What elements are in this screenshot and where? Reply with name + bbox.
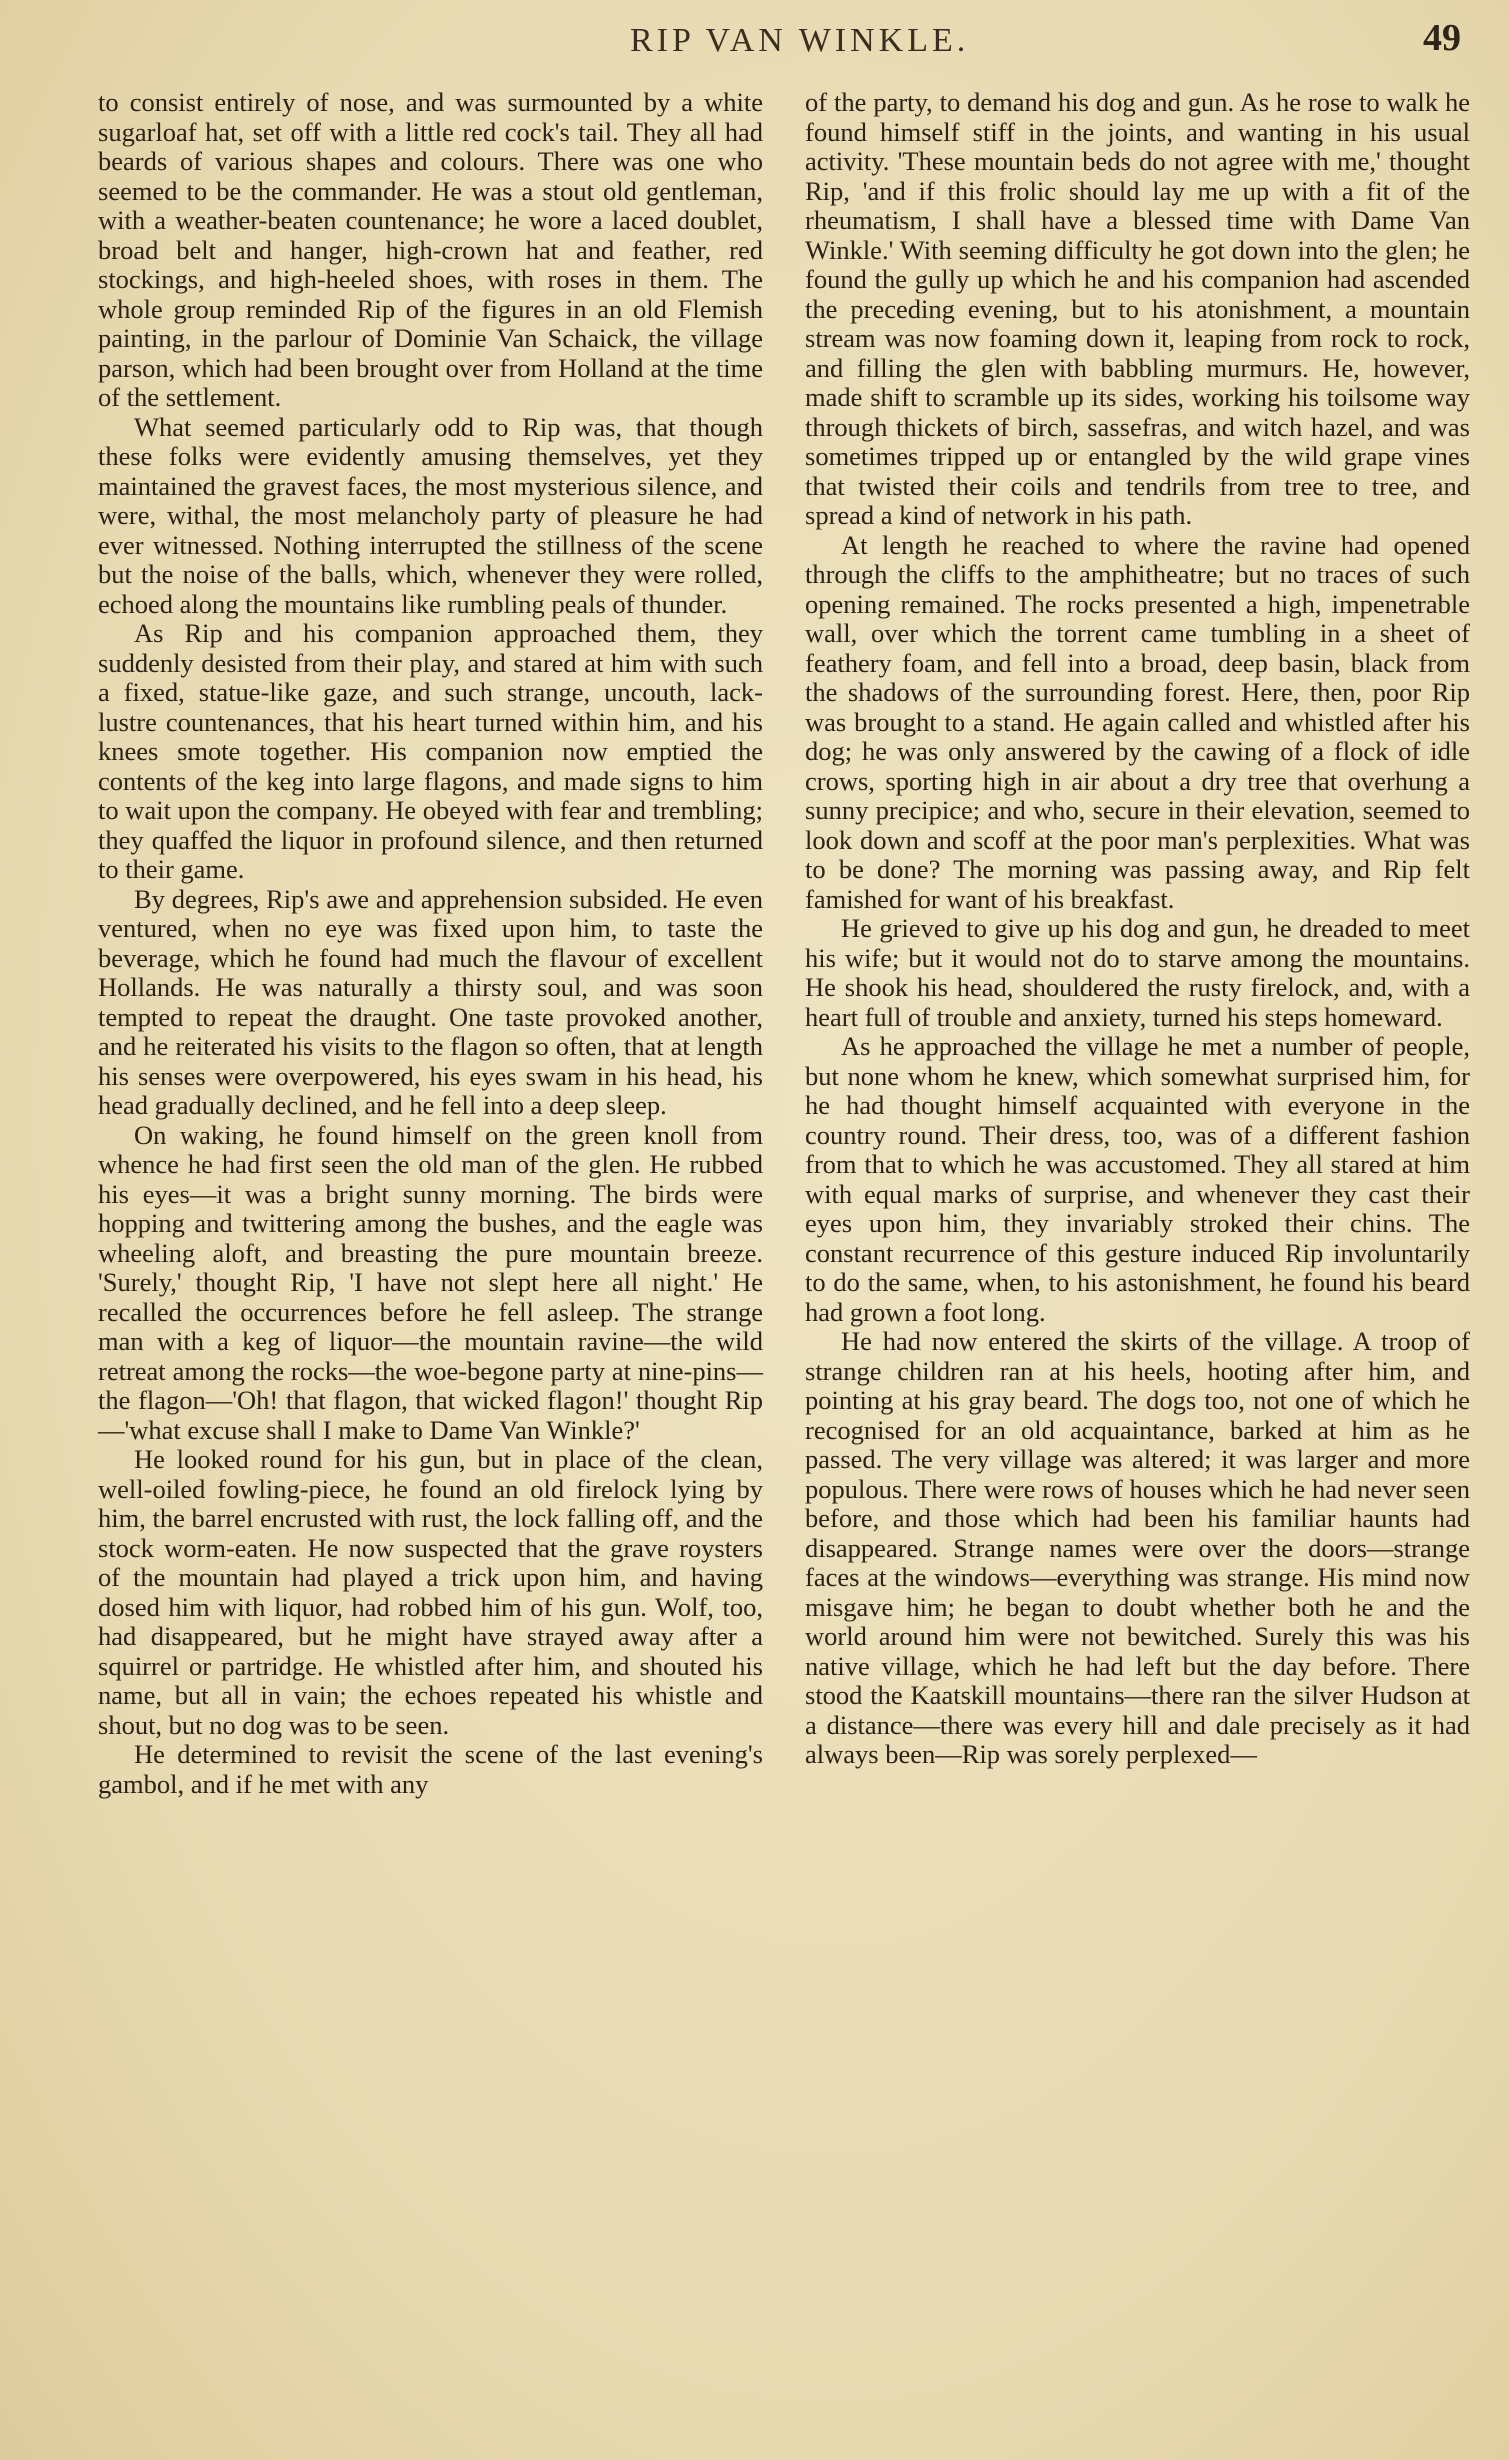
paragraph: What seemed particularly odd to Rip was, that though these folks were evidently amusing themselves, yet they maintained the gravest faces, the most mysterious silence, and were, withal, the most melancholy party of pleasure he had ever witnessed. Nothing interrupted the stillness of the scene but the noise of the balls, which, whenever they were rolled, echoed along the mountains like rumbling peals of thunder. [98, 411, 763, 619]
paragraph: At length he reached to where the ravine had opened through the cliffs to the amphitheatre; but no traces of such opening remained. The rocks presented a high, impenetrable wall, over which the torrent came tumbling in a sheet of feathery foam, and fell into a broad, deep basin, black from the shadows of the surrounding forest. Here, then, poor Rip was brought to a stand. He again called and whistled after his dog; he was only answered by the cawing of a flock of idle crows, sporting high in air about a dry tree that overhung a sunny precipice; and who, secure in their elevation, seemed to look down and scoff at the poor man's perplexities. What was to be done? The morning was passing away, and Rip felt famished for want of his breakfast. [805, 529, 1470, 914]
paragraph: On waking, he found himself on the green knoll from whence he had first seen the old man of the glen. He rubbed his eyes—it was a bright sunny morning. The birds were hopping and twittering among the bushes, and the eagle was wheeling aloft, and breasting the pure mountain breeze. 'Surely,' thought Rip, 'I have not slept here all night.' He recalled the occurrences before he fell asleep. The strange man with a keg of liquor—the mountain ravine—the wild retreat among the rocks—the woe-begone party at nine-pins—the flagon—'Oh! that flagon, that wicked flagon!' thought Rip—'what excuse shall I make to Dame Van Winkle?' [98, 1119, 763, 1445]
right-column [805, 88, 1470, 1770]
paragraph: to consist entirely of nose, and was surmounted by a white sugarloaf hat, set off with a little red cock's tail. They all had beards of various shapes and colours. There was one who seemed to be the commander. He was a stout old gentleman, with a weather-beaten countenance; he wore a laced doublet, broad belt and hanger, high-crown hat and feather, red stockings, and high-heeled shoes, with roses in them. The whole group reminded Rip of the figures in an old Flemish painting, in the parlour of Dominie Van Schaick, the village parson, which had been brought over from Holland at the time of the settlement. [98, 87, 763, 412]
paragraph: He grieved to give up his dog and gun, he dreaded to meet his wife; but it would not do to starve among the mountains. He shook his head, shouldered the rusty firelock, and, with a heart full of trouble and anxiety, turned his steps homeward. [805, 913, 1470, 1032]
page-header [0, 10, 1509, 70]
paragraph: By degrees, Rip's awe and apprehension subsided. He even ventured, when no eye was fixed upon him, to taste the beverage, which he found had much the flavour of excellent Hollands. He was naturally a thirsty soul, and was soon tempted to repeat the draught. One taste provoked another, and he reiterated his visits to the flagon so often, that at length his senses were overpowered, his eyes swam in his head, his head gradually declined, and he fell into a deep sleep. [98, 883, 763, 1120]
paragraph: of the party, to demand his dog and gun. As he rose to walk he found himself stiff in the joints, and wanting in his usual activity. 'These mountain beds do not agree with me,' thought Rip, 'and if this frolic should lay me up with a fit of the rheumatism, I shall have a blessed time with Dame Van Winkle.' With seeming difficulty he got down into the glen; he found the gully up which he and his companion had ascended the preceding evening, but to his atonishment, a mountain stream was now foaming down it, leaping from rock to rock, and filling the glen with babbling murmurs. He, however, made shift to scramble up its sides, working his toilsome way through thickets of birch, sassefras, and witch hazel, and was sometimes tripped up or entangled by the wild grape vines that twisted their coils and tendrils from tree to tree, and spread a kind of network in his path. [805, 87, 1470, 530]
left-column [98, 88, 763, 1799]
paragraph: As Rip and his companion approached them, they suddenly desisted from their play, and stared at him with such a fixed, statue-like gaze, and such strange, uncouth, lack-lustre countenances, that his heart turned within him, and his knees smote together. His companion now emptied the contents of the keg into large flagons, and made signs to him to wait upon the company. He obeyed with fear and trembling; they quaffed the liquor in profound silence, and then returned to their game. [98, 618, 763, 884]
paragraph: He looked round for his gun, but in place of the clean, well-oiled fowling-piece, he found an old firelock lying by him, the barrel encrusted with rust, the lock falling off, and the stock worm-eaten. He now suspected that the grave roysters of the mountain had played a trick upon him, and having dosed him with liquor, had robbed him of his gun. Wolf, too, had disappeared, but he might have strayed away after a squirrel or partridge. He whistled after him, and shouted his name, but all in vain; the echoes repeated his whistle and shout, but no dog was to be seen. [98, 1444, 763, 1740]
paragraph: As he approached the village he met a number of people, but none whom he knew, which somewhat surprised him, for he had thought himself acquainted with everyone in the country round. Their dress, too, was of a different fashion from that to which he was accustomed. They all stared at him with equal marks of surprise, and whenever they cast their eyes upon him, they invariably stroked their chins. The constant recurrence of this gesture induced Rip involuntarily to do the same, when, to his astonishment, he found his beard had grown a foot long. [805, 1031, 1470, 1327]
running-title: RIP VAN WINKLE. [630, 22, 970, 59]
page-number: 49 [1423, 17, 1461, 59]
paragraph: He had now entered the skirts of the village. A troop of strange children ran at his heels, hooting after him, and pointing at his gray beard. The dogs too, not one of which he recognised for an old acquaintance, barked at him as he passed. The very village was altered; it was larger and more populous. There were rows of houses which he had never seen before, and those which had been his familiar haunts had disappeared. Strange names were over the doors—strange faces at the windows—everything was strange. His mind now misgave him; he began to doubt whether both he and the world around him were not bewitched. Surely this was his native village, which he had left but the day before. There stood the Kaatskill mountains—there ran the silver Hudson at a distance—there was every hill and dale precisely as it had always been—Rip was sorely perplexed— [805, 1326, 1470, 1769]
paragraph: He determined to revisit the scene of the last evening's gambol, and if he met with any [98, 1739, 763, 1799]
